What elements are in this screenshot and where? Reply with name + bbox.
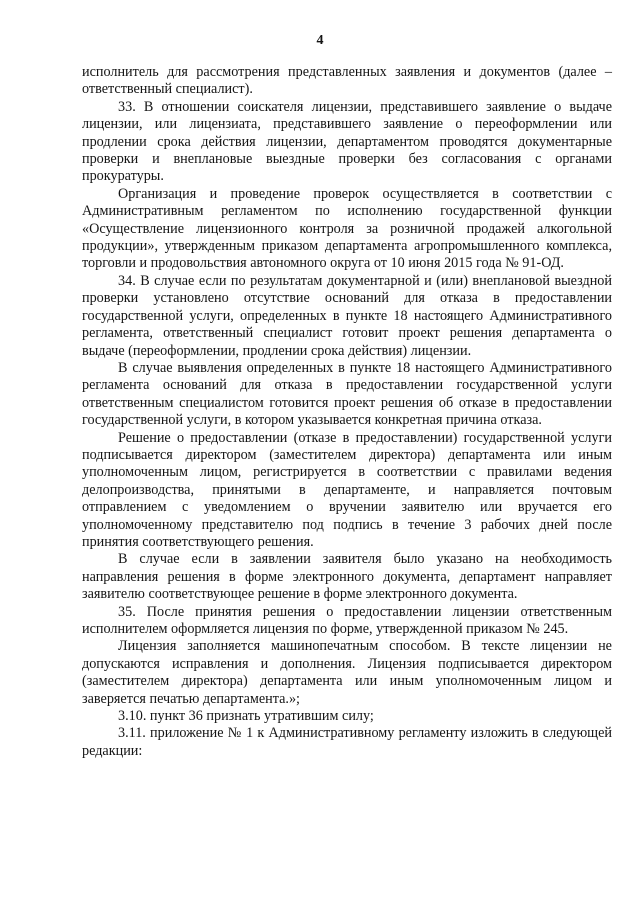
paragraph: В случае если в заявлении заявителя было указано на необходимость направления решения в форме электронного документа, департамент направляет заявителю соответствующее решение в форме электронного документа. — [82, 551, 612, 603]
paragraph: В случае выявления определенных в пункте 18 настоящего Административного регламента оснований для отказа в предоставлении государственной услуги ответственным специалистом готовится проект решения об отказе в предоставлении государственной услуги, в котором указывается конкретная причина отказа. — [82, 359, 612, 429]
paragraph: 34. В случае если по результатам документарной и (или) внеплановой выездной проверки установлено отсутствие оснований для отказа в предоставлении государственной услуги, определенных в пункте 18 настоящего Административного регламента, ответственный специалист готовит проект решения департамента о выдаче (переоформлении, продлении срока действия) лицензии. — [82, 272, 612, 359]
paragraph: 3.11. приложение № 1 к Административному регламенту изложить в следующей редакции: — [82, 725, 612, 759]
paragraph: исполнитель для рассмотрения представленных заявления и документов (далее – ответственный специалист). — [82, 64, 612, 98]
paragraph: 35. После принятия решения о предоставлении лицензии ответственным исполнителем оформляется лицензия по форме, утвержденной приказом № 245. — [82, 603, 612, 637]
paragraph: Решение о предоставлении (отказе в предоставлении) государственной услуги подписывается директором (заместителем директора) департамента или иным уполномоченным лицом, регистрируется в соответствии с правилами ведения делопроизводства, принятыми в департаменте, и направляется почтовым отправлением с уведомлением о вручении заявителю или вручается его уполномоченному представителю под подпись в течение 3 рабочих дней после принятия соответствующего решения. — [82, 429, 612, 550]
paragraph: 3.10. пункт 36 признать утратившим силу; — [118, 708, 374, 725]
document-body — [82, 64, 612, 760]
paragraph: Организация и проведение проверок осуществляется в соответствии с Административным регламентом по исполнению государственной функции «Осуществление лицензионного контроля за розничной продажей алкогольной продукции», утвержденным приказом департамента агропромышленного комплекса, торговли и продовольствия автономного округа от 10 июня 2015 года № 91-ОД. — [82, 185, 612, 272]
paragraph: 33. В отношении соискателя лицензии, представившего заявление о выдаче лицензии, или лицензиата, представившего заявление о переоформлении или продлении срока действия лицензии, департаментом проводятся документарные проверки и внеплановые выездные проверки без согласования с органами прокуратуры. — [82, 98, 612, 185]
page-number: 4 — [316, 33, 324, 48]
paragraph: Лицензия заполняется машинопечатным способом. В тексте лицензии не допускаются исправления и дополнения. Лицензия подписывается директором (заместителем директора) департамента или иным уполномоченным лицом и заверяется печатью департамента.»; — [82, 638, 612, 707]
